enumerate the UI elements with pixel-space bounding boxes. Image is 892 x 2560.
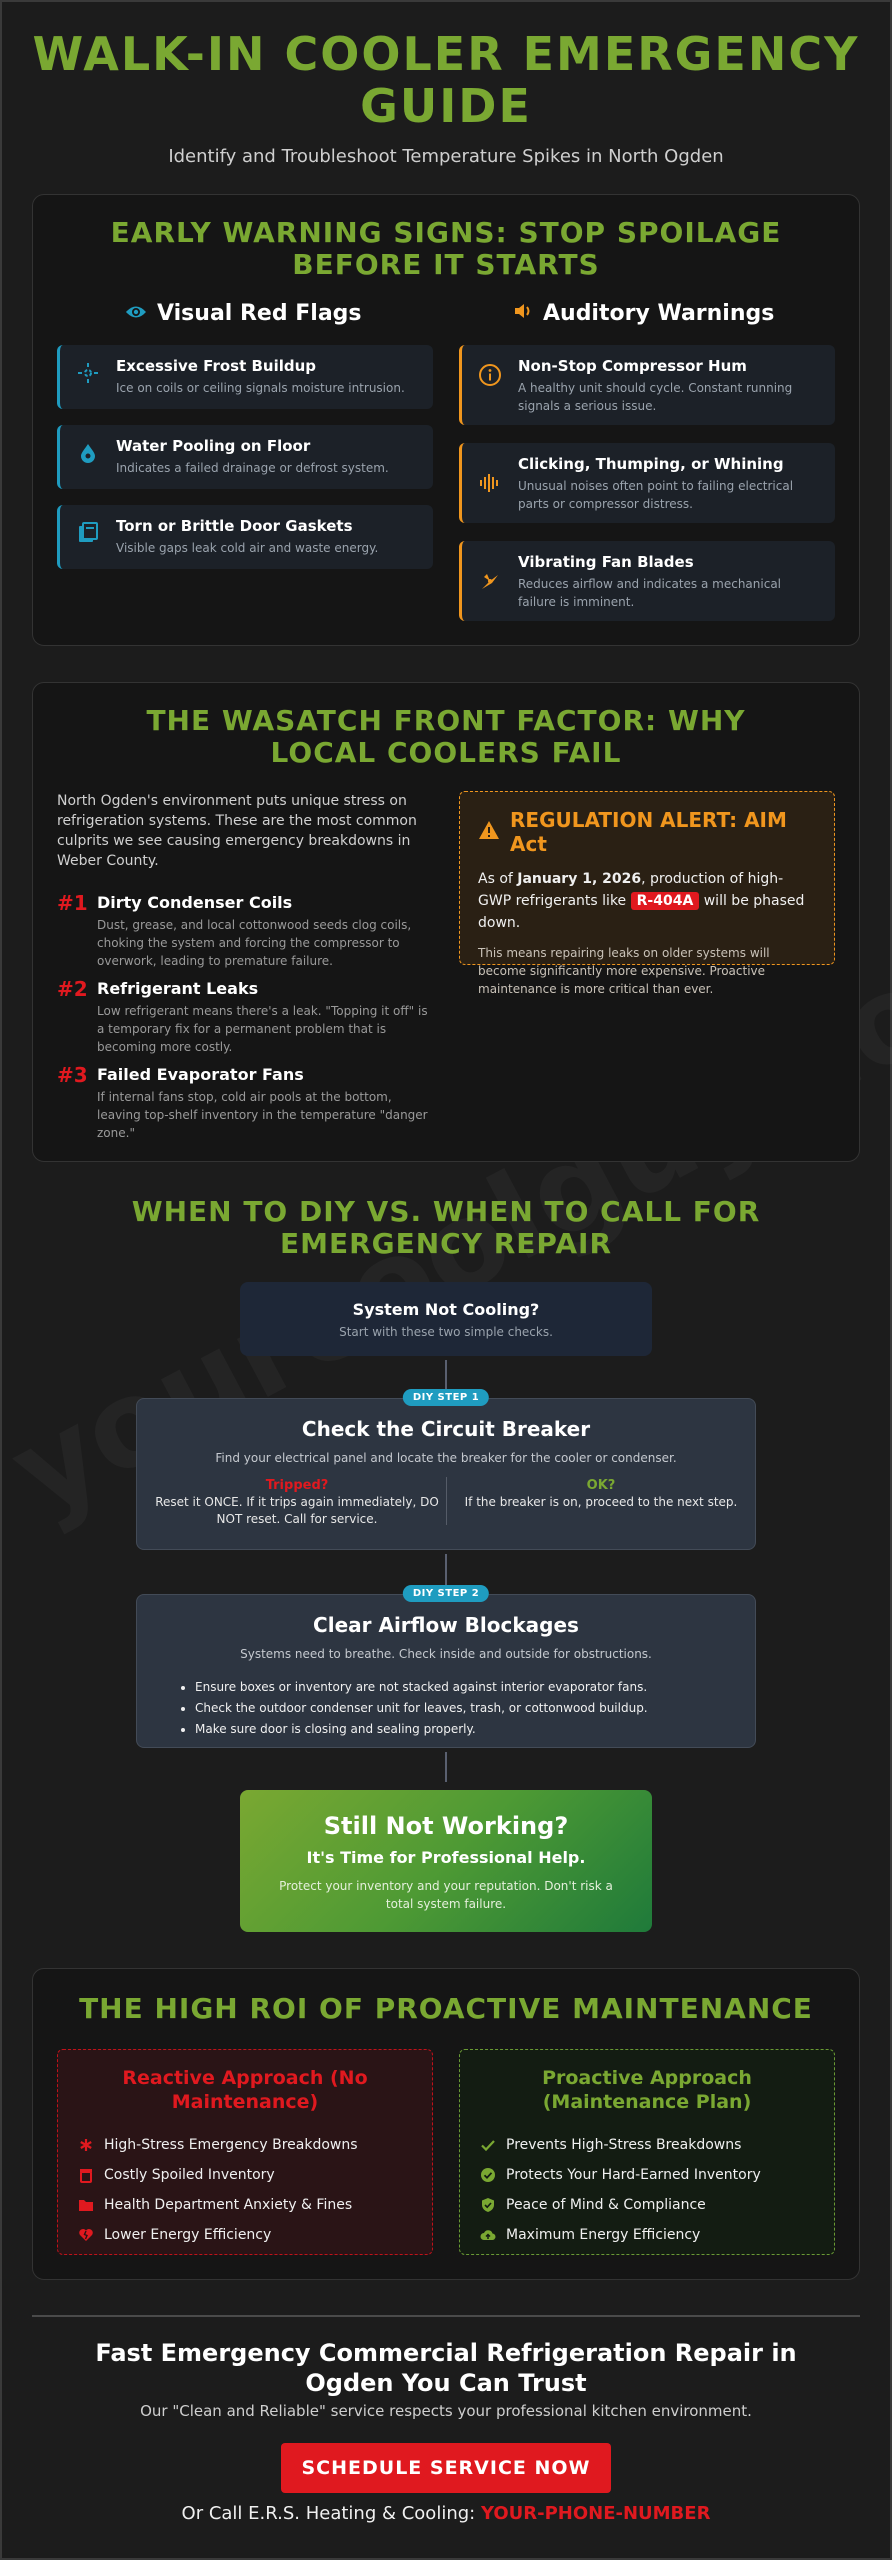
visual-flags-heading	[125, 301, 362, 326]
alert-sub-text: This means repairing leaks on older systems will become significantly more expensive. Proactive maintenance is more critical than ever.	[478, 946, 770, 996]
info-circle-icon	[478, 363, 502, 387]
warning-signs-card	[32, 194, 860, 646]
heart-broken-icon	[78, 2227, 94, 2243]
warning-signs-title: EARLY WARNING SIGNS: STOP SPOILAGE BEFORE IT STARTS	[110, 216, 782, 281]
phone-link[interactable]: YOUR-PHONE-NUMBER	[480, 2503, 711, 2524]
flag-compressor-hum	[459, 345, 835, 425]
airflow-checklist	[195, 1677, 755, 1740]
water-drop-icon	[76, 441, 100, 465]
step-title: Clear Airflow Blockages	[313, 1613, 579, 1637]
roi-card	[32, 1968, 860, 2280]
outcome-ok	[451, 1477, 751, 1511]
refrigerant-chip: R-404A	[631, 892, 700, 910]
outcome-tripped	[147, 1477, 447, 1528]
cause-item	[57, 979, 433, 1056]
wasatch-factor-title: THE WASATCH FRONT FACTOR: WHY LOCAL COOLERS FAIL	[146, 704, 746, 769]
auditory-warnings-label: Auditory Warnings	[543, 301, 775, 326]
proactive-item: Protects Your Hard-Earned Inventory	[480, 2160, 814, 2190]
alert-title: REGULATION ALERT: AIM Act	[510, 808, 787, 856]
call-text: Or Call E.R.S. Heating & Cooling:	[181, 2503, 481, 2524]
cause-number: #3	[57, 1063, 88, 1087]
reactive-item: Costly Spoiled Inventory	[78, 2160, 412, 2190]
flow-connector	[445, 1752, 447, 1782]
alert-date: January 1, 2026	[517, 871, 642, 887]
proactive-title: Proactive Approach (Maintenance Plan)	[542, 2067, 752, 2113]
flag-desc: Reduces airflow and indicates a mechanical failure is imminent.	[518, 577, 782, 609]
proactive-item: Maximum Energy Efficiency	[480, 2220, 814, 2250]
flag-desc: Visible gaps leak cold air and waste energy.	[116, 541, 379, 555]
warning-triangle-icon	[478, 820, 500, 845]
reactive-item: High-Stress Emergency Breakdowns	[78, 2130, 412, 2160]
cause-desc: If internal fans stop, cold air pools at the bottom, leaving top-shelf inventory in the temperature "danger zone."	[97, 1090, 428, 1140]
footer-subtitle: Our "Clean and Reliable" service respects your professional kitchen environment.	[140, 2402, 752, 2420]
regulation-alert	[459, 791, 835, 996]
cause-title: Dirty Condenser Coils	[97, 893, 293, 912]
wasatch-factor-card	[32, 682, 860, 1162]
check-icon	[480, 2137, 496, 2153]
reactive-item: Health Department Anxiety & Fines	[78, 2190, 412, 2220]
schedule-service-button[interactable]: SCHEDULE SERVICE NOW	[281, 2443, 611, 2493]
final-title: Still Not Working?	[323, 1812, 569, 1840]
auditory-warnings-heading	[513, 301, 774, 326]
ok-text: If the breaker is on, proceed to the next step.	[464, 1495, 738, 1509]
check-circle-icon	[480, 2167, 496, 2183]
flag-desc: A healthy unit should cycle. Constant running signals a serious issue.	[518, 381, 793, 413]
ok-label: OK?	[586, 1478, 616, 1493]
final-desc: Protect your inventory and your reputation. Don't risk a total system failure.	[279, 1879, 613, 1911]
factor-intro: North Ogden's environment puts unique stress on refrigeration systems. These are the most common culprits we see causing emergency breakdowns in Weber County.	[57, 793, 417, 869]
start-title: System Not Cooling?	[352, 1300, 540, 1319]
flag-frost-buildup	[57, 345, 433, 409]
cloud-upload-icon	[480, 2227, 496, 2243]
sound-wave-icon	[478, 471, 502, 495]
cause-desc: Low refrigerant means there's a leak. "Topping it off" is a temporary fix for a permanent problem that is becoming more costly.	[97, 1004, 428, 1054]
checklist-item: • Make sure door is closing and sealing properly.	[195, 1719, 755, 1740]
cause-desc: Dust, grease, and local cottonwood seeds clog coils, choking the system and forcing the compressor to overwork, leading to premature failure.	[97, 918, 412, 968]
flag-desc: Indicates a failed drainage or defrost system.	[116, 461, 389, 475]
step-desc: Systems need to breathe. Check inside and outside for obstructions.	[240, 1647, 652, 1661]
proactive-item: Peace of Mind & Compliance	[480, 2190, 814, 2220]
flag-desc: Unusual noises often point to failing electrical parts or compressor distress.	[518, 479, 794, 511]
cause-title: Failed Evaporator Fans	[97, 1065, 304, 1084]
footer-divider	[32, 2315, 860, 2317]
flag-clicking-noises	[459, 443, 835, 523]
start-box	[240, 1282, 652, 1356]
speaker-icon	[513, 301, 533, 326]
flag-door-gaskets	[57, 505, 433, 569]
flag-fan-blades	[459, 541, 835, 621]
eye-icon	[125, 301, 147, 326]
roi-title: THE HIGH ROI OF PROACTIVE MAINTENANCE	[79, 1992, 813, 2025]
page-title: WALK-IN COOLER EMERGENCY GUIDE	[32, 27, 860, 133]
checklist-item: • Ensure boxes or inventory are not stacked against interior evaporator fans.	[195, 1677, 755, 1698]
step-desc: Find your electrical panel and locate the breaker for the cooler or condenser.	[215, 1451, 677, 1465]
asterisk-icon	[78, 2137, 94, 2153]
flag-water-pooling	[57, 425, 433, 489]
flag-title: Clicking, Thumping, or Whining	[518, 455, 784, 473]
tripped-text: Reset it ONCE. If it trips again immediately, DO NOT reset. Call for service.	[155, 1495, 439, 1526]
cause-number: #1	[57, 891, 88, 915]
professional-help-box	[240, 1790, 652, 1932]
checklist-item: • Check the outdoor condenser unit for leaves, trash, or cottonwood buildup.	[195, 1698, 755, 1719]
folder-icon	[78, 2197, 94, 2213]
alert-heading	[478, 808, 816, 856]
tripped-label: Tripped?	[265, 1478, 329, 1493]
final-subtitle: It's Time for Professional Help.	[306, 1848, 586, 1867]
proactive-column	[459, 2049, 835, 2255]
cause-item	[57, 1065, 433, 1142]
call-line	[32, 2503, 860, 2524]
diy-step-2	[136, 1588, 756, 1748]
step-badge: DIY STEP 1	[403, 1389, 489, 1406]
cause-title: Refrigerant Leaks	[97, 979, 259, 998]
shield-check-icon	[480, 2197, 496, 2213]
flag-title: Excessive Frost Buildup	[116, 357, 317, 375]
reactive-column	[57, 2049, 433, 2255]
step-badge: DIY STEP 2	[403, 1585, 489, 1602]
proactive-item: Prevents High-Stress Breakdowns	[480, 2130, 814, 2160]
door-gasket-icon	[76, 521, 100, 545]
flag-title: Non-Stop Compressor Hum	[518, 357, 747, 375]
diy-section-title: WHEN TO DIY VS. WHEN TO CALL FOR EMERGENCY REPAIR	[131, 1195, 761, 1260]
flag-title: Water Pooling on Floor	[116, 437, 311, 455]
footer-title: Fast Emergency Commercial Refrigeration Repair in Ogden You Can Trust	[95, 2339, 797, 2397]
flag-title: Torn or Brittle Door Gaskets	[116, 517, 353, 535]
cause-number: #2	[57, 977, 88, 1001]
step-title: Check the Circuit Breaker	[301, 1417, 591, 1441]
fan-icon	[478, 569, 502, 593]
outcome-divider	[446, 1477, 447, 1525]
reactive-item: Lower Energy Efficiency	[78, 2220, 412, 2250]
snowflake-icon	[76, 361, 100, 385]
cause-item	[57, 893, 433, 970]
trash-icon	[78, 2167, 94, 2183]
alert-main-text: As of January 1, 2026, production of high-GWP refrigerants like R-404A will be phased down.	[478, 871, 805, 931]
flag-title: Vibrating Fan Blades	[518, 553, 694, 571]
flag-desc: Ice on coils or ceiling signals moisture intrusion.	[116, 381, 405, 395]
start-desc: Start with these two simple checks.	[339, 1325, 553, 1339]
page-subtitle: Identify and Troubleshoot Temperature Spikes in North Ogden	[168, 146, 724, 167]
visual-flags-label: Visual Red Flags	[157, 301, 362, 326]
diy-step-1	[136, 1392, 756, 1550]
reactive-title: Reactive Approach (No Maintenance)	[122, 2067, 368, 2113]
